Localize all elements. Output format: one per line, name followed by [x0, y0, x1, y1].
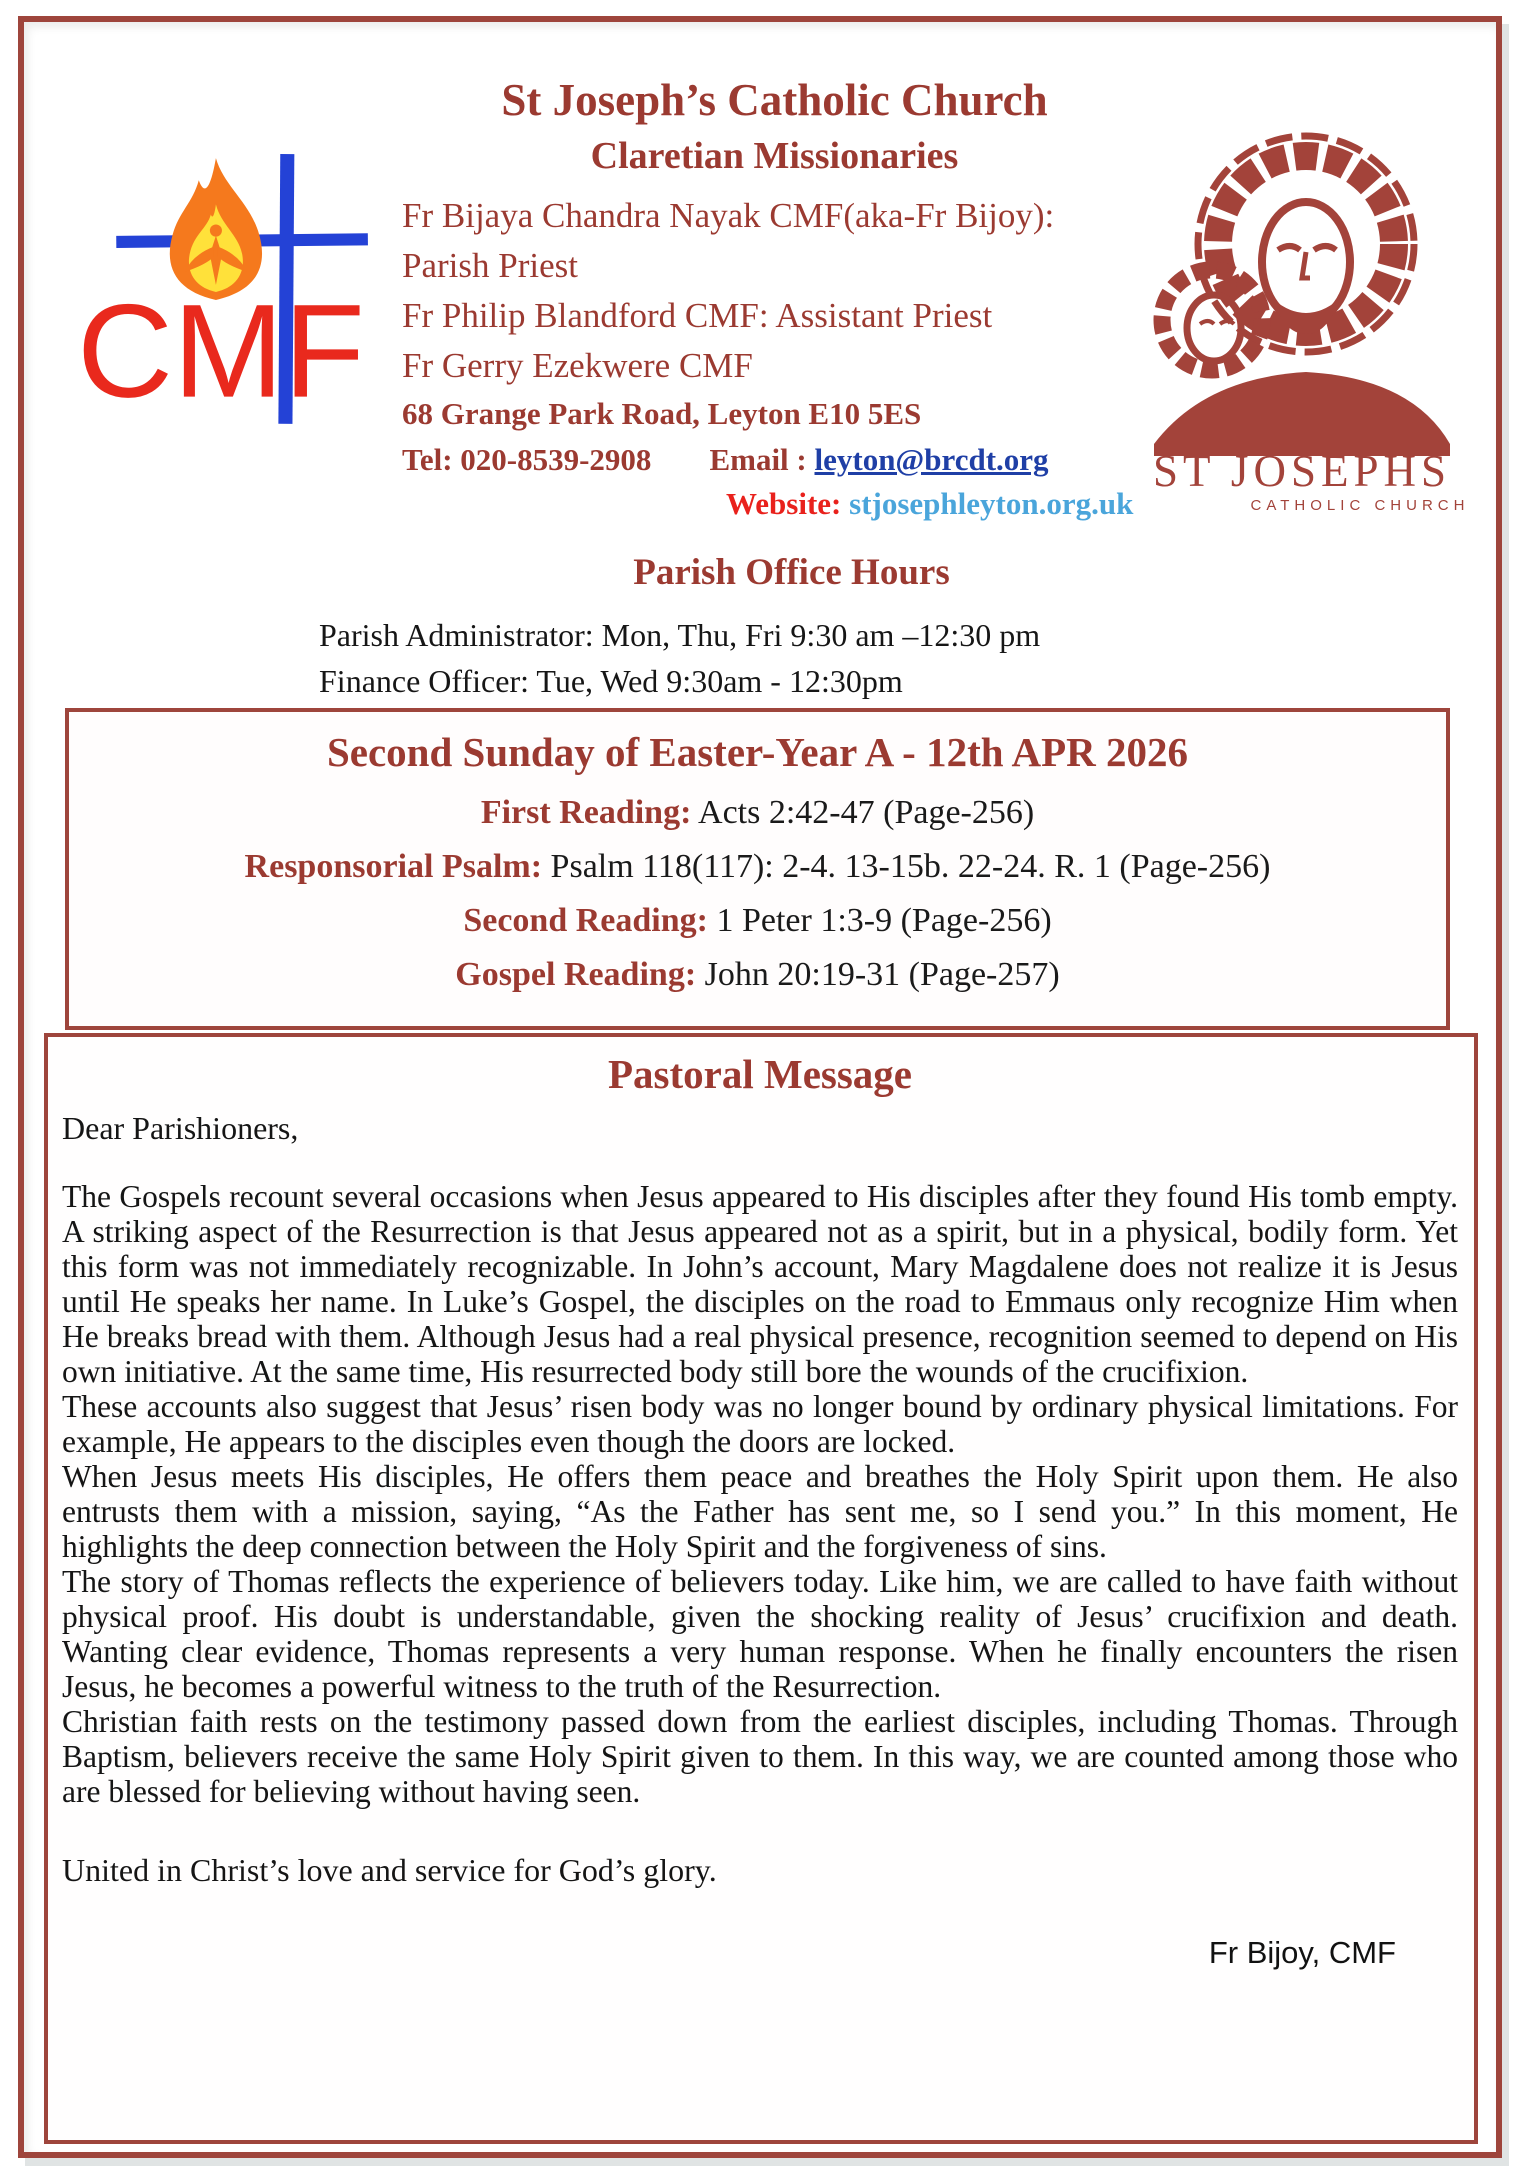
congregation-name: Claretian Missionaries [590, 135, 959, 177]
priest-line: Fr Bijaya Chandra Nayak CMF(aka-Fr Bijoy): [402, 196, 1055, 235]
priest-line: Fr Gerry Ezekwere CMF [402, 346, 753, 385]
st-josephs-logo [1128, 112, 1476, 524]
website-link[interactable]: stjosephleyton.org.uk [849, 486, 1134, 521]
reading-line [79, 948, 1436, 1002]
pastoral-paragraph: These accounts also suggest that Jesus’ risen body was no longer bound by ordinary physical limitations. For example, He appears to the disciples even though the doors are locked. [62, 1389, 1458, 1459]
reading-line [79, 894, 1436, 948]
signature: Fr Bijoy, CMF [1208, 1935, 1396, 1970]
reading-value: Psalm 118(117): 2-4. 13-15b. 22-24. R. 1 (Page-256) [550, 848, 1271, 885]
sunday-readings-box [65, 708, 1450, 1030]
office-hours-line: Finance Officer: Tue, Wed 9:30am - 12:30pm [319, 663, 903, 699]
reading-label: Responsorial Psalm: [244, 848, 543, 885]
pastoral-message-box [44, 1033, 1478, 2144]
pastoral-paragraph: Christian faith rests on the testimony passed down from the earliest disciples, including Thomas. Through Baptism, believers receive the same Holy Spirit given to them. In this way, we are counted among those who are blessed for believing without having seen. [62, 1704, 1458, 1809]
spacer [62, 1147, 1458, 1179]
sunday-title: Second Sunday of Easter-Year A - 12th APR 2026 [326, 729, 1189, 775]
office-hours-line: Parish Administrator: Mon, Thu, Fri 9:30 am –12:30 pm [319, 617, 1041, 653]
email-link[interactable]: leyton@brcdt.org [814, 442, 1049, 477]
cmf-logo-text: CMF [77, 277, 365, 426]
website-line [402, 482, 1147, 526]
pastoral-paragraph: The Gospels recount several occasions when Jesus appeared to His disciples after they found His tomb empty. A striking aspect of the Resurrection is that Jesus appeared not as a spirit, but in a physical, bodily form. Yet this form was not immediately recognizable. In John’s account, Mary Magdalene does not realize it is Jesus until He speaks her name. In Luke’s Gospel, the disciples on the road to Emmaus only recognize Him when He breaks bread with them. Although Jesus had a real physical presence, recognition seemed to depend on His own initiative. At the same time, His resurrected body still bore the wounds of the crucifixion. [62, 1179, 1458, 1389]
closing-line: United in Christ’s love and service for God’s glory. [62, 1852, 717, 1888]
email-label: Email : [709, 442, 807, 477]
reading-label: Gospel Reading: [455, 956, 697, 993]
reading-line [79, 840, 1436, 894]
reading-label: First Reading: [480, 794, 692, 831]
cmf-logo [74, 150, 386, 452]
pastoral-paragraph: When Jesus meets His disciples, He offers them peace and breathes the Holy Spirit upon them. He also entrusts them with a mission, saying, “As the Father has sent me, so I send you.” In this moment, He highlights the deep connection between the Holy Spirit and the forgiveness of sins. [62, 1459, 1458, 1564]
telephone: Tel: 020-8539-2908 [402, 442, 652, 477]
pastoral-title: Pastoral Message [608, 1051, 912, 1097]
salutation: Dear Parishioners, [62, 1110, 299, 1146]
st-josephs-subtitle: CATHOLIC CHURCH [1250, 497, 1470, 514]
office-hours-title: Parish Office Hours [633, 552, 950, 593]
st-josephs-icon [1162, 136, 1414, 370]
website-label: Website: [726, 486, 842, 521]
st-josephs-bust [1154, 372, 1450, 456]
pastoral-paragraph: The story of Thomas reflects the experience of believers today. Like him, we are called to have faith without physical proof. His doubt is understandable, given the shocking reality of Jesus’ crucifixion and death. Wanting clear evidence, Thomas represents a very human response. When he finally encounters the risen Jesus, he becomes a powerful witness to the truth of the Resurrection. [62, 1564, 1458, 1704]
reading-value: Acts 2:42-47 (Page-256) [698, 794, 1035, 831]
office-hours-section [24, 550, 1496, 704]
priest-list [402, 191, 1147, 391]
priest-line: Parish Priest [402, 246, 578, 285]
reading-value: 1 Peter 1:3-9 (Page-256) [716, 902, 1052, 939]
header-text-column [402, 72, 1147, 526]
reading-line [79, 786, 1436, 840]
st-josephs-title: ST JOSEPHS [1152, 446, 1452, 496]
office-hours-lines [319, 612, 1496, 704]
church-name: St Joseph’s Catholic Church [501, 75, 1048, 125]
priest-line: Fr Philip Blandford CMF: Assistant Priest [402, 296, 993, 335]
address-line: 68 Grange Park Road, Leyton E10 5ES [402, 396, 922, 431]
reading-value: John 20:19-31 (Page-257) [704, 956, 1060, 993]
contact-line [402, 437, 1147, 482]
header [24, 22, 1496, 708]
reading-label: Second Reading: [463, 902, 708, 939]
page-frame [18, 16, 1502, 2158]
bulletin-content [24, 22, 1496, 2152]
